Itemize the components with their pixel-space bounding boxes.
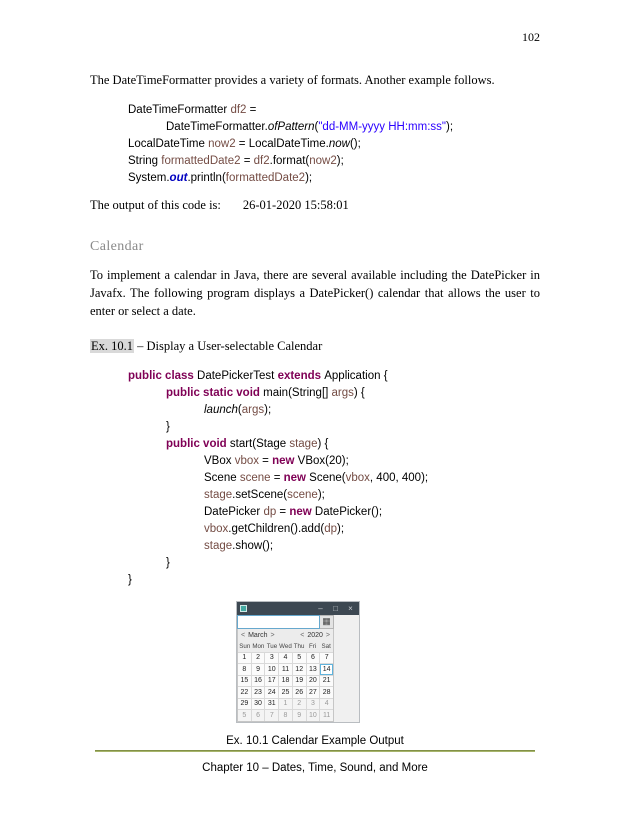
calendar-popup — [237, 629, 334, 722]
example-title-line — [90, 337, 540, 355]
code-token: launch — [204, 403, 238, 416]
calendar-day[interactable]: 29 — [238, 699, 251, 710]
calendar-day[interactable]: 7 — [265, 710, 278, 721]
window-controls — [313, 602, 358, 615]
calendar-day[interactable]: 6 — [252, 710, 265, 721]
code-token: scene — [239, 471, 271, 484]
code-token: main(String[] — [263, 386, 332, 399]
calendar-day[interactable]: 9 — [293, 710, 306, 721]
code-token: DatePicker — [204, 505, 264, 518]
code-token: VBox(20); — [294, 454, 349, 467]
calendar-day[interactable]: 4 — [279, 653, 292, 664]
calendar-day[interactable]: 2 — [252, 653, 265, 664]
code-token: String — [128, 155, 162, 167]
calendar-grid — [238, 652, 333, 721]
code-token: DateTimeFormatter — [128, 104, 231, 116]
code-line — [128, 419, 540, 436]
calendar-day[interactable]: 17 — [265, 676, 278, 687]
code-token: DateTimeFormatter. — [166, 121, 268, 133]
code-token: df2 — [253, 155, 270, 167]
calendar-day[interactable]: 1 — [238, 653, 251, 664]
code-token: dp — [324, 522, 337, 535]
calendar-day[interactable]: 30 — [252, 699, 265, 710]
calendar-day[interactable]: 11 — [320, 710, 333, 721]
code-line — [128, 102, 540, 119]
date-input[interactable] — [237, 615, 320, 629]
code-token: vbox — [345, 471, 370, 484]
code-token: now2 — [309, 155, 337, 167]
code-token: df2 — [230, 104, 247, 116]
day-header: Fri — [309, 643, 317, 650]
code-token: ); — [305, 172, 313, 184]
code-token: .getChildren().add( — [228, 522, 325, 535]
prev-month-button[interactable]: < — [241, 631, 246, 639]
calendar-day[interactable]: 13 — [307, 664, 320, 675]
day-header: Wed — [279, 643, 292, 650]
code-line — [128, 555, 540, 572]
code-token: = — [270, 471, 284, 484]
code-block-datepicker — [128, 368, 540, 589]
calendar-day[interactable]: 23 — [252, 687, 265, 698]
code-block-datetimeformatter — [128, 102, 540, 187]
output-line — [90, 196, 540, 214]
calendar-day[interactable]: 16 — [252, 676, 265, 687]
next-year-button[interactable]: > — [325, 631, 330, 639]
code-token: ); — [336, 522, 345, 535]
code-token: args — [241, 403, 265, 416]
year-label: 2020 — [307, 631, 323, 639]
code-token: = — [246, 104, 257, 116]
day-header: Tue — [266, 643, 278, 650]
minimize-button[interactable]: – — [318, 603, 323, 613]
code-token: LocalDateTime — [128, 138, 209, 150]
calendar-day[interactable]: 31 — [265, 699, 278, 710]
code-token: new — [283, 471, 306, 484]
calendar-day-selected[interactable]: 14 — [320, 664, 333, 675]
calendar-day[interactable]: 28 — [320, 687, 333, 698]
calendar-day[interactable]: 1 — [279, 699, 292, 710]
figure-caption: Ex. 10.1 Calendar Example Output — [226, 734, 404, 747]
code-line — [128, 470, 540, 487]
code-line — [128, 136, 540, 153]
calendar-day[interactable]: 10 — [265, 664, 278, 675]
code-line — [128, 119, 540, 136]
month-nav — [241, 632, 275, 639]
calendar-day[interactable]: 19 — [293, 676, 306, 687]
day-header: Sun — [239, 643, 251, 650]
calendar-icon: ▦ — [322, 616, 331, 626]
code-line — [128, 368, 540, 385]
calendar-day[interactable]: 3 — [307, 699, 320, 710]
calendar-day[interactable]: 9 — [252, 664, 265, 675]
code-token: .format( — [269, 155, 310, 167]
code-line — [128, 504, 540, 521]
code-token: out — [169, 172, 188, 184]
next-month-button[interactable]: > — [270, 631, 275, 639]
code-token: = — [276, 505, 290, 518]
calendar-day[interactable]: 5 — [293, 653, 306, 664]
calendar-day[interactable]: 22 — [238, 687, 251, 698]
code-token: .println( — [187, 172, 226, 184]
code-token: stage — [289, 437, 318, 450]
code-token: } — [166, 556, 170, 569]
example-title-text: – Display a User-selectable Calendar — [134, 339, 323, 353]
calendar-button[interactable] — [320, 615, 334, 629]
calendar-day-headers — [238, 642, 333, 652]
code-token: ); — [336, 155, 344, 167]
code-token: new — [289, 505, 312, 518]
code-token: = LocalDateTime. — [235, 138, 329, 150]
output-label: The output of this code is: — [90, 198, 221, 212]
day-header: Mon — [252, 643, 265, 650]
code-token: "dd-MM-yyyy HH:mm:ss" — [318, 121, 446, 133]
code-token: public void — [166, 437, 230, 450]
code-token: Application { — [324, 369, 388, 382]
code-token: ); — [264, 403, 272, 416]
calendar-day[interactable]: 27 — [307, 687, 320, 698]
page-number: 102 — [522, 30, 540, 44]
code-token: stage — [204, 488, 233, 501]
code-token: now — [328, 138, 350, 150]
calendar-nav-row — [238, 629, 333, 642]
code-line — [128, 487, 540, 504]
code-token: formattedDate2 — [225, 172, 306, 184]
code-token: ); — [445, 121, 454, 133]
code-token: vbox — [204, 522, 229, 535]
code-token: (); — [349, 138, 361, 150]
code-token: = — [240, 155, 254, 167]
code-token: now2 — [208, 138, 236, 150]
code-line — [128, 170, 540, 187]
calendar-day[interactable]: 3 — [265, 653, 278, 664]
code-line — [128, 538, 540, 555]
code-token: public static void — [166, 386, 264, 399]
code-token: ); — [317, 488, 325, 501]
code-token: public class — [128, 369, 198, 382]
calendar-day[interactable]: 24 — [265, 687, 278, 698]
code-line — [128, 436, 540, 453]
footer-chapter-title: Chapter 10 – Dates, Time, Sound, and More — [202, 762, 428, 774]
calendar-day[interactable]: 2 — [293, 699, 306, 710]
code-token: ) { — [353, 386, 365, 399]
code-line — [128, 385, 540, 402]
code-token: ( — [237, 403, 242, 416]
code-token: } — [128, 573, 132, 586]
code-token: DatePickerTest — [197, 369, 278, 382]
code-token: dp — [263, 505, 277, 518]
section-heading-calendar: Calendar — [90, 239, 144, 254]
code-line — [128, 402, 540, 419]
code-token: ofPattern — [267, 121, 315, 133]
code-token: , 400, 400); — [369, 471, 429, 484]
code-token: start(Stage — [229, 437, 290, 450]
calendar-day[interactable]: 4 — [320, 699, 333, 710]
code-token: } — [166, 420, 170, 433]
calendar-day[interactable]: 20 — [307, 676, 320, 687]
datepicker-window — [236, 601, 360, 723]
app-icon — [240, 605, 247, 612]
code-token: .setScene( — [232, 488, 288, 501]
code-token: Scene — [204, 471, 240, 484]
code-line — [128, 521, 540, 538]
code-token: vbox — [234, 454, 259, 467]
code-line — [128, 453, 540, 470]
code-token: ( — [314, 121, 319, 133]
code-line — [128, 572, 540, 589]
year-nav — [300, 632, 330, 639]
datepicker-field-row — [237, 615, 359, 629]
calendar-day[interactable]: 26 — [293, 687, 306, 698]
day-header: Thu — [293, 643, 305, 650]
calendar-intro-paragraph: To implement a calendar in Java, there are several available including the DatePicker in Javafx. The following program displays a DatePicker() calendar that allows the user to enter or select a date. — [90, 268, 540, 318]
example-tag: Ex. 10.1 — [91, 339, 134, 353]
calendar-day[interactable]: 8 — [279, 710, 292, 721]
calendar-day[interactable]: 12 — [293, 664, 306, 675]
intro-paragraph: The DateTimeFormatter provides a variety of formats. Another example follows. — [90, 73, 495, 87]
day-header: Sat — [321, 643, 331, 650]
code-token: extends — [277, 369, 325, 382]
prev-year-button[interactable]: < — [300, 631, 305, 639]
window-titlebar[interactable] — [237, 602, 359, 615]
code-token: .show(); — [232, 539, 274, 552]
output-value: 26-01-2020 15:58:01 — [242, 198, 349, 212]
code-token: Scene( — [305, 471, 346, 484]
code-token: = — [258, 454, 273, 467]
close-button[interactable]: × — [348, 603, 353, 613]
calendar-day[interactable]: 8 — [238, 664, 251, 675]
calendar-day[interactable]: 7 — [320, 653, 333, 664]
calendar-day[interactable]: 15 — [238, 676, 251, 687]
calendar-figure — [236, 601, 360, 723]
code-token: System. — [128, 172, 170, 184]
calendar-day[interactable]: 18 — [279, 676, 292, 687]
code-token: VBox — [204, 454, 235, 467]
calendar-day[interactable]: 25 — [279, 687, 292, 698]
month-label: March — [248, 631, 268, 639]
code-token: new — [272, 454, 295, 467]
code-token: args — [331, 386, 354, 399]
calendar-day[interactable]: 10 — [307, 710, 320, 721]
code-token: DatePicker(); — [311, 505, 383, 518]
code-line — [128, 153, 540, 170]
code-token: formattedDate2 — [161, 155, 241, 167]
footer-rule — [95, 750, 535, 752]
maximize-button[interactable]: □ — [333, 603, 338, 613]
code-token: stage — [204, 539, 233, 552]
code-token: ) { — [317, 437, 329, 450]
calendar-day[interactable]: 5 — [238, 710, 251, 721]
calendar-day[interactable]: 6 — [307, 653, 320, 664]
code-token: scene — [287, 488, 318, 501]
calendar-day[interactable]: 21 — [320, 676, 333, 687]
calendar-day[interactable]: 11 — [279, 664, 292, 675]
page-footer — [95, 750, 535, 774]
